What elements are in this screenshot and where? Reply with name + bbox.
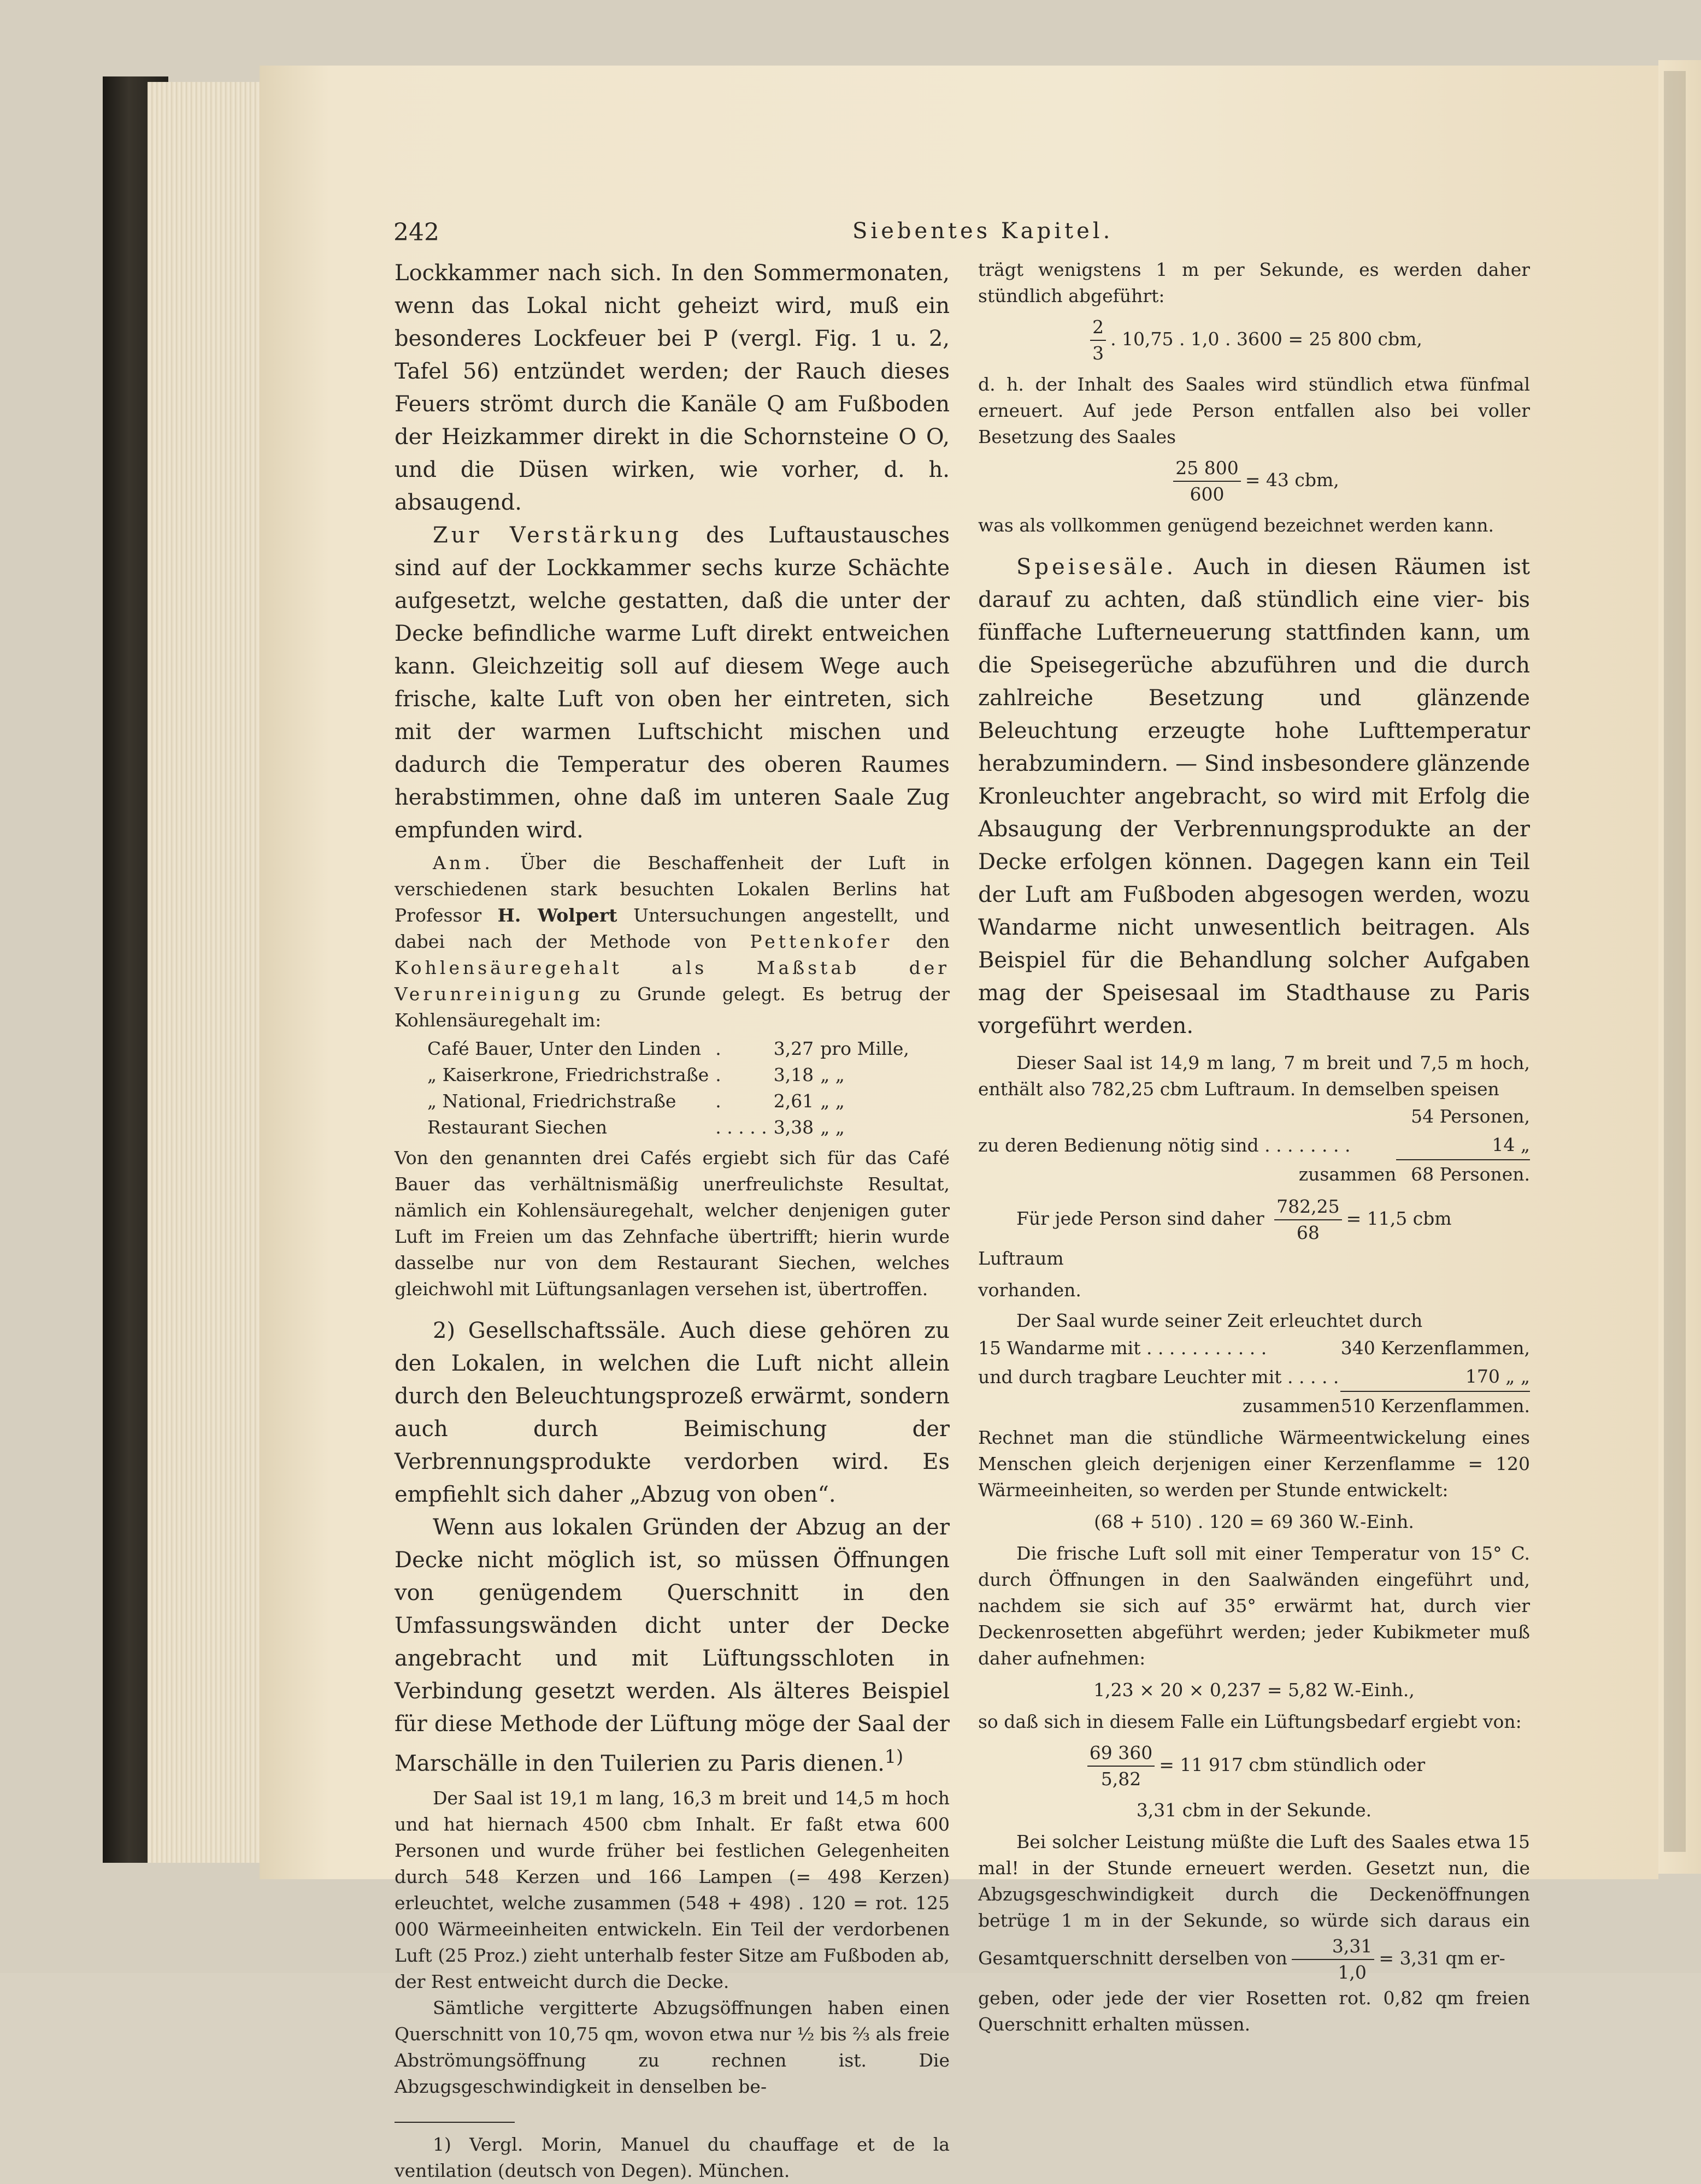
formula: $\frac{25 800}{600}$ = 43 cbm, xyxy=(978,456,1530,507)
formula: 3,31 cbm in der Sekunde. xyxy=(1136,1799,1372,1821)
small-paragraph: trägt wenigstens 1 m per Sekunde, es werden daher stündlich abgeführt: xyxy=(978,259,1530,306)
formula: $\frac{69 360}{5,82}$ = 11 917 cbm stündlich oder xyxy=(978,1740,1530,1792)
left-column xyxy=(395,257,950,2184)
small-paragraph: Die frische Luft soll mit einer Temperatur von 15° C. durch Öffnungen in den Saalwänden eingeführt und, nachdem sie sich auf 35° erwärmt hat, durch vier Deckenrosetten abgeführt werden; jeder Kubikmeter muß daher aufnehmen: xyxy=(978,1543,1530,1669)
paragraph: Speisesäle. Auch in diesen Räumen ist darauf zu achten, daß stündlich eine vier- bis fünffache Lufterneuerung stattfinden kann, um die Speisegerüche abzuführen und die durch zahlreiche Besetzung und glänzende Beleuchtung erzeugte hohe Lufttemperatur herabzumindern. — Sind insbesondere glänzende Kronleuchter angebracht, so wird mit Erfolg die Absaugung der Verbrennungsprodukte an der Decke erfolgen können. Dagegen kann ein Teil der Luft am Fußboden abgesogen werden, wozu Wandarme nicht unwesentlich beitragen. Als Beispiel für die Behandlung solcher Aufgaben mag der Speisesaal im Stadthause zu Paris vorgeführt werden. xyxy=(978,554,1530,1038)
paragraph: 2) Gesellschaftssäle. Auch diese gehören zu den Lokalen, in welchen die Luft nicht allein durch den Beleuchtungsprozeß erwärmt, sondern auch durch Beimischung der Verbrennungsprodukte verdorben wird. Es empfiehlt sich daher „Abzug von oben“. xyxy=(395,1318,950,1507)
table-row: Restaurant Siechen . . . . . 3,38 „ „ xyxy=(427,1117,845,1138)
small-paragraph: was als vollkommen genügend bezeichnet werden kann. xyxy=(978,515,1494,536)
table-row: und durch tragbare Leuchter mit . . . . . 170 „ „ xyxy=(978,1366,1530,1388)
small-paragraph: Der Saal wurde seiner Zeit erleuchtet durch xyxy=(1016,1310,1423,1331)
small-paragraph: Dieser Saal ist 14,9 m lang, 7 m breit und 7,5 m hoch, enthält also 782,25 cbm Luftraum. In demselben speisen xyxy=(978,1052,1530,1100)
small-paragraph: d. h. der Inhalt des Saales wird stündlich etwa fünfmal erneuert. Auf jede Person entfallen also bei voller Besetzung des Saales xyxy=(978,374,1530,447)
fraction: $\frac{69 360}{5,82}$ xyxy=(1087,1740,1155,1792)
small-paragraph: geben, oder jede der vier Rosetten rot. 0,82 qm freien Querschnitt erhalten müssen. xyxy=(978,1987,1530,2035)
running-title: Siebentes Kapitel. xyxy=(852,219,1114,244)
formula: $\frac{2}{3}$ . 10,75 . 1,0 . 3600 = 25 800 cbm, xyxy=(978,315,1530,366)
book-cover-right xyxy=(1664,71,1686,1852)
paragraph: Wenn aus lokalen Gründen der Abzug an der Decke nicht möglich ist, so müssen Öffnungen von genügendem Querschnitt in den Umfassungswänden dicht unter der Decke angebracht und mit Lüftungsschloten in Verbindung gesetzt werden. Als älteres Beispiel für diese Methode der Lüftung möge der Saal der Marschälle in den Tuilerien zu Paris dienen.$^{1)}$ xyxy=(395,1515,950,1776)
small-paragraph: vorhanden. xyxy=(978,1279,1081,1301)
formula: 1,23 × 20 × 0,237 = 5,82 W.-Einh., xyxy=(1093,1679,1415,1701)
footnote: 1) Vergl. Morin, Manuel du chauffage et de la ventilation (deutsch von Degen). München. xyxy=(395,2134,950,2182)
small-paragraph: Rechnet man die stündliche Wärmeentwickelung eines Menschen gleich derjenigen einer Kerzenflamme = 120 Wärmeeinheiten, so werden per Stunde entwickelt: xyxy=(978,1427,1530,1501)
fraction: $\frac{25 800}{600}$ xyxy=(1173,456,1240,507)
fraction: $\frac{3,31}{1,0}$ xyxy=(1292,1934,1374,1985)
persons-calc xyxy=(978,1102,1530,1189)
small-paragraph: Sämtliche vergitterte Abzugsöffnungen haben einen Querschnitt von 10,75 qm, wovon etwa nur ½ bis ⅔ als freie Abströmungsöffnung zu rechnen ist. Die Abzugsgeschwindigkeit in denselben be- xyxy=(395,1997,950,2098)
small-paragraph: Bei solcher Leistung müßte die Luft des Saales etwa 15 mal! in der Stunde erneuert werden. Gesetzt nun, die Abzugsgeschwindigkeit durch die Deckenöffnungen betrüge 1 m in der Sekunde, so würde sich daraus ein Gesamtquerschnitt derselben von $\frac{3,31}{1,0}$ = 3,31 qm er- xyxy=(978,1829,1530,1985)
annotation: Anm. Über die Beschaffenheit der Luft in verschiedenen stark besuchten Lokalen Berlins hat Professor H. Wolpert Untersuchungen angestellt, und dabei nach der Methode von Pettenkofer den Kohlensäuregehalt als Maßstab der Verunreinigung zu Grunde gelegt. Es betrug der Kohlensäuregehalt im: xyxy=(395,852,950,1031)
annotation-continued: Von den genannten drei Cafés ergiebt sich für das Café Bauer das verhältnismäßig unerfreulichste Resultat, nämlich ein Kohlensäuregehalt, welcher denjenigen guter Luft im Freien um das Zehnfache übertrifft; hierin wurde dasselbe nur von dem Restaurant Siechen, welches gleichwohl mit Lüftungsanlagen versehen ist, übertroffen. xyxy=(395,1147,950,1300)
small-paragraph: Der Saal ist 19,1 m lang, 16,3 m breit und 14,5 m hoch und hat hiernach 4500 cbm Inhalt. Er faßt etwa 600 Personen und wurde früher bei festlichen Gelegenheiten durch 548 Kerzen und 166 Lampen (= 498 Kerzen) erleuchtet, welche zusammen (548 + 498) . 120 = rot. 125 000 Wärmeeinheiten entwickeln. Ein Teil der verdorbenen Luft (25 Proz.) zieht unterhalb fester Sitze am Fußboden ab, der Rest entweicht durch die Decke. xyxy=(395,1787,950,1993)
formula: (68 + 510) . 120 = 69 360 W.-Einh. xyxy=(1094,1511,1414,1532)
table-row: „ Kaiserkrone, Friedrichstraße . 3,18 „ „ xyxy=(427,1064,845,1085)
co2-table xyxy=(427,1036,916,1141)
footnote-rule xyxy=(395,2122,515,2123)
paragraph: Lockkammer nach sich. In den Sommermonaten, wenn das Lokal nicht geheizt wird, muß ein besonderes Lockfeuer bei P (vergl. Fig. 1 u. 2, Tafel 56) entzündet werden; der Rauch dieses Feuers strömt durch die Kanäle Q am Fußboden der Heizkammer direkt in die Schornsteine O O, und die Düsen wirken, wie vorher, d. h. absaugend. xyxy=(395,261,950,515)
formula: Für jede Person sind daher $\frac{782,25}{68}$ = 11,5 cbm Luftraum xyxy=(978,1194,1530,1272)
page-edges xyxy=(148,82,262,1863)
fraction: $\frac{782,25}{68}$ xyxy=(1274,1194,1341,1246)
table-row: 54 Personen, xyxy=(1411,1106,1530,1127)
lighting-calc xyxy=(978,1334,1530,1420)
table-row: zu deren Bedienung nötig sind . . . . . . . . 14 „ xyxy=(978,1134,1530,1156)
paragraph: Zur Verstärkung des Luftaustausches sind auf der Lockkammer sechs kurze Schächte aufgesetzt, welche gestatten, daß die unter der Decke befindliche warme Luft direkt entweichen kann. Gleichzeitig soll auf diesem Wege auch frische, kalte Luft von oben her eintreten, sich mit der warmen Luftschicht mischen und dadurch die Temperatur des oberen Raumes herabstimmen, ohne daß im unteren Saale Zug empfunden wird. xyxy=(395,523,950,843)
right-column xyxy=(978,257,1530,2038)
table-row: zusammen 68 Personen. xyxy=(978,1160,1530,1189)
small-paragraph: so daß sich in diesem Falle ein Lüftungsbedarf ergiebt von: xyxy=(978,1711,1522,1732)
page-number: 242 xyxy=(393,219,439,246)
table-row: 15 Wandarme mit . . . . . . . . . . . 340 Kerzenflammen, xyxy=(978,1337,1530,1359)
table-row: Café Bauer, Unter den Linden . 3,27 pro Mille, xyxy=(427,1038,909,1059)
fraction: $\frac{2}{3}$ xyxy=(1090,315,1106,366)
table-row: zusammen 510 Kerzenflammen. xyxy=(978,1391,1530,1420)
table-row: „ National, Friedrichstraße . 2,61 „ „ xyxy=(427,1090,845,1112)
